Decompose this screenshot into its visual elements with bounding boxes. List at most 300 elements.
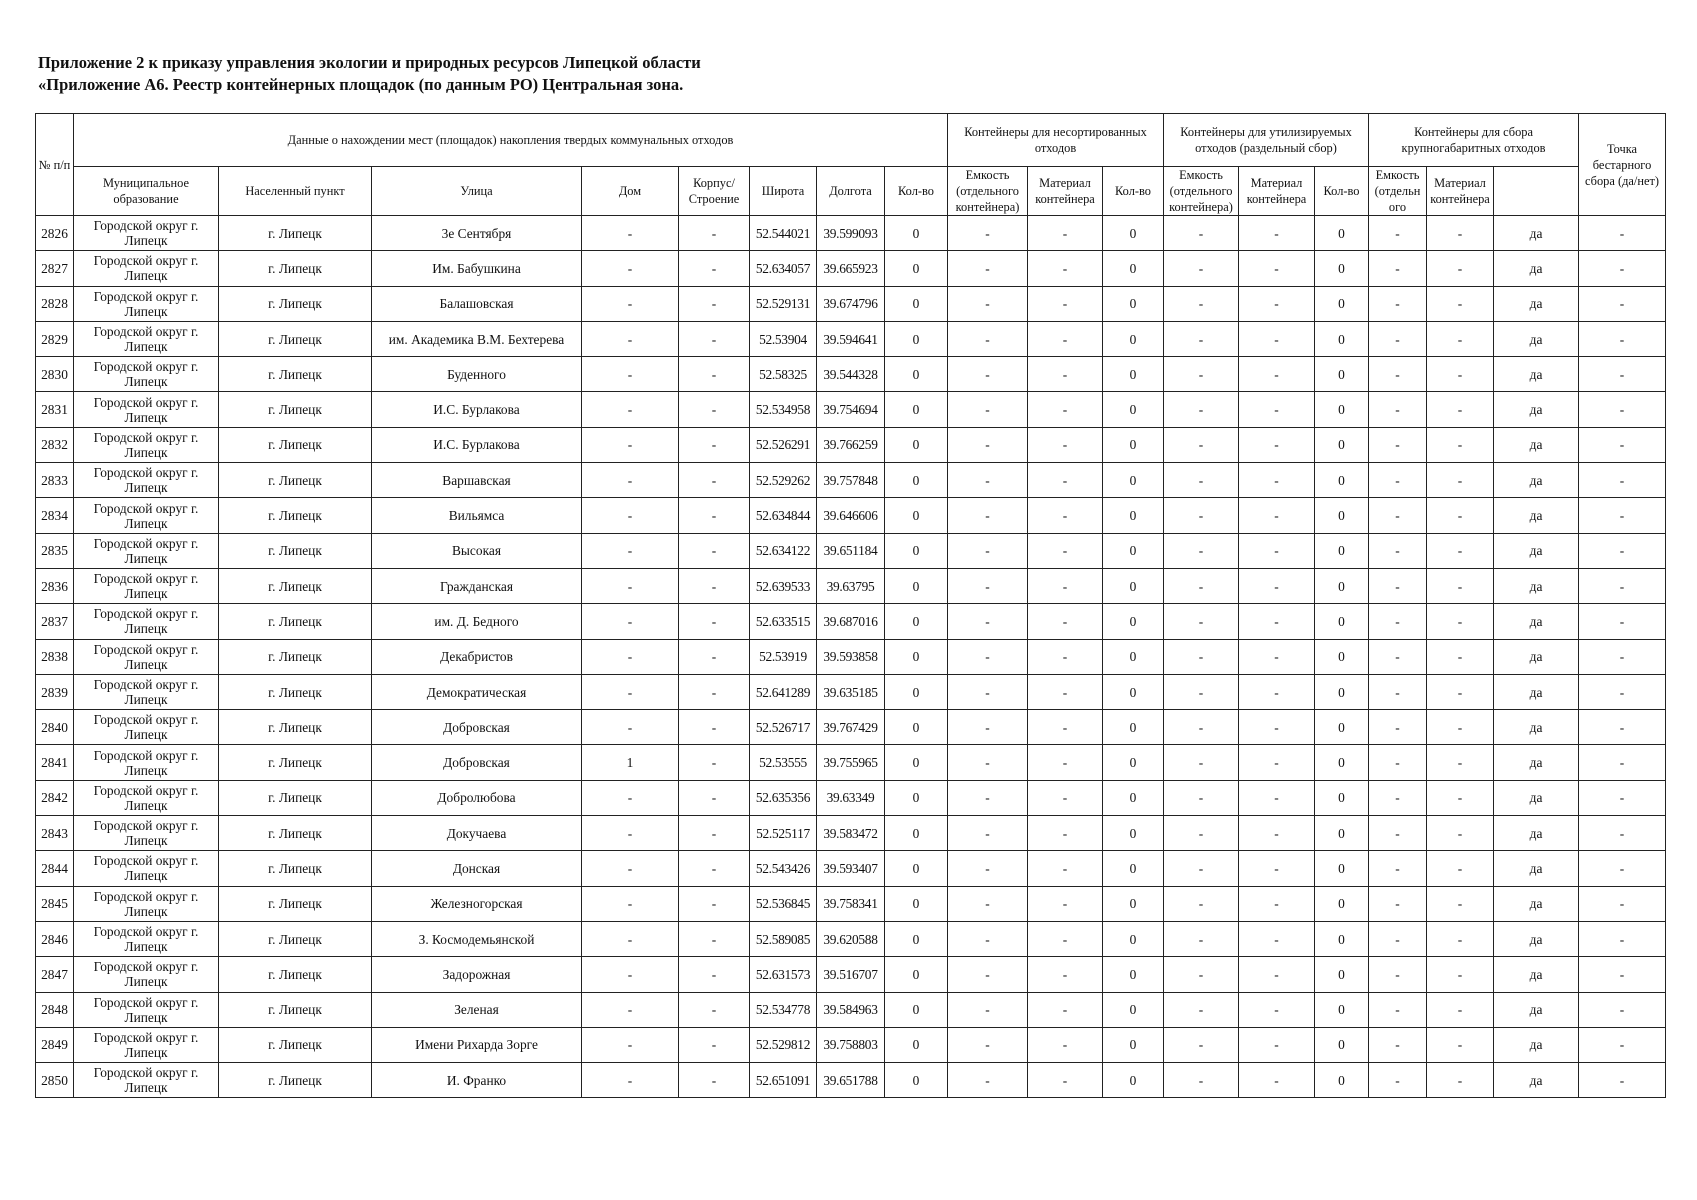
latitude-cell: 52.53904 [750,321,817,356]
table-row [36,710,1666,745]
street-cell: Зеленая [372,992,582,1027]
table-row [36,851,1666,886]
recyclable-material-cell: - [1239,674,1315,709]
bagless-cell: да [1494,745,1579,780]
unsorted-material-cell: - [1028,710,1103,745]
note-cell: - [1579,533,1666,568]
recyclable-count-cell: 0 [1103,251,1164,286]
recyclable-material-cell: - [1239,1063,1315,1098]
note-cell: - [1579,710,1666,745]
street-cell: Задорожная [372,957,582,992]
recyclable-material-cell: - [1239,357,1315,392]
table-row [36,357,1666,392]
unsorted-count-cell: 0 [885,533,948,568]
house-cell: - [582,286,679,321]
title-line-1: Приложение 2 к приказу управления экологии и природных ресурсов Липецкой области [38,53,701,72]
longitude-cell: 39.635185 [817,674,885,709]
bulky-count-cell: 0 [1315,780,1369,815]
municipality-cell: Городской округ г. Липецк [74,604,219,639]
house-cell: - [582,1063,679,1098]
longitude-cell: 39.584963 [817,992,885,1027]
street-cell: Варшавская [372,463,582,498]
unsorted-capacity-cell: - [948,357,1028,392]
table-row [36,498,1666,533]
settlement-cell: г. Липецк [219,674,372,709]
latitude-cell: 52.529812 [750,1027,817,1062]
row-num-cell: 2836 [36,568,74,603]
street-cell: 3е Сентября [372,216,582,251]
longitude-cell: 39.599093 [817,216,885,251]
bagless-cell: да [1494,1027,1579,1062]
street-cell: Высокая [372,533,582,568]
bulky-capacity-cell: - [1369,216,1427,251]
table-row [36,1063,1666,1098]
recyclable-material-cell: - [1239,216,1315,251]
recyclable-capacity-cell: - [1164,392,1239,427]
bulky-material-cell: - [1427,427,1494,462]
row-num-cell: 2826 [36,216,74,251]
row-num-cell: 2828 [36,286,74,321]
bulky-capacity-cell: - [1369,1027,1427,1062]
unsorted-capacity-cell: - [948,957,1028,992]
municipality-cell: Городской округ г. Липецк [74,568,219,603]
unsorted-capacity-cell: - [948,1027,1028,1062]
recyclable-count-cell: 0 [1103,357,1164,392]
note-cell: - [1579,674,1666,709]
unsorted-capacity-cell: - [948,286,1028,321]
header-bulky-group: Контейнеры для сбора крупногабаритных отходов [1369,114,1579,167]
settlement-cell: г. Липецк [219,392,372,427]
bulky-material-cell: - [1427,816,1494,851]
bagless-cell: да [1494,216,1579,251]
recyclable-count-cell: 0 [1103,533,1164,568]
street-cell: И.С. Бурлакова [372,392,582,427]
row-num-cell: 2842 [36,780,74,815]
unsorted-capacity-cell: - [948,639,1028,674]
longitude-cell: 39.651788 [817,1063,885,1098]
unsorted-capacity-cell: - [948,604,1028,639]
longitude-cell: 39.758803 [817,1027,885,1062]
note-cell: - [1579,886,1666,921]
recyclable-material-cell: - [1239,816,1315,851]
row-num-cell: 2844 [36,851,74,886]
recyclable-capacity-cell: - [1164,816,1239,851]
municipality-cell: Городской округ г. Липецк [74,816,219,851]
building-cell: - [679,851,750,886]
bulky-capacity-cell: - [1369,568,1427,603]
longitude-cell: 39.767429 [817,710,885,745]
note-cell: - [1579,604,1666,639]
unsorted-count-cell: 0 [885,710,948,745]
latitude-cell: 52.53555 [750,745,817,780]
bulky-material-cell: - [1427,1063,1494,1098]
bulky-count-cell: 0 [1315,251,1369,286]
header-bulky-count: Кол-во [1315,167,1369,216]
unsorted-material-cell: - [1028,286,1103,321]
longitude-cell: 39.646606 [817,498,885,533]
bagless-cell: да [1494,1063,1579,1098]
unsorted-capacity-cell: - [948,427,1028,462]
bagless-cell: да [1494,392,1579,427]
note-cell: - [1579,816,1666,851]
table-row [36,639,1666,674]
longitude-cell: 39.593407 [817,851,885,886]
bulky-material-cell: - [1427,957,1494,992]
table-row [36,251,1666,286]
header-longitude: Долгота [817,167,885,216]
street-cell: Донская [372,851,582,886]
recyclable-material-cell: - [1239,604,1315,639]
table-row [36,392,1666,427]
row-num-cell: 2834 [36,498,74,533]
unsorted-capacity-cell: - [948,568,1028,603]
unsorted-capacity-cell: - [948,710,1028,745]
bulky-count-cell: 0 [1315,604,1369,639]
latitude-cell: 52.534958 [750,392,817,427]
bulky-count-cell: 0 [1315,710,1369,745]
row-num-cell: 2837 [36,604,74,639]
latitude-cell: 52.634844 [750,498,817,533]
unsorted-count-cell: 0 [885,1027,948,1062]
bagless-cell: да [1494,427,1579,462]
unsorted-count-cell: 0 [885,251,948,286]
house-cell: - [582,886,679,921]
municipality-cell: Городской округ г. Липецк [74,321,219,356]
bulky-material-cell: - [1427,921,1494,956]
bulky-material-cell: - [1427,710,1494,745]
longitude-cell: 39.651184 [817,533,885,568]
building-cell: - [679,886,750,921]
street-cell: Добровская [372,745,582,780]
unsorted-material-cell: - [1028,216,1103,251]
municipality-cell: Городской округ г. Липецк [74,216,219,251]
recyclable-capacity-cell: - [1164,674,1239,709]
municipality-cell: Городской округ г. Липецк [74,710,219,745]
bulky-material-cell: - [1427,392,1494,427]
header-unsorted-capacity: Емкость (отдельного контейнера) [948,167,1028,216]
note-cell: - [1579,568,1666,603]
recyclable-count-cell: 0 [1103,639,1164,674]
recyclable-capacity-cell: - [1164,498,1239,533]
settlement-cell: г. Липецк [219,427,372,462]
row-num-cell: 2845 [36,886,74,921]
bulky-material-cell: - [1427,357,1494,392]
recyclable-capacity-cell: - [1164,251,1239,286]
bagless-cell: да [1494,533,1579,568]
municipality-cell: Городской округ г. Липецк [74,992,219,1027]
bulky-count-cell: 0 [1315,674,1369,709]
municipality-cell: Городской округ г. Липецк [74,1063,219,1098]
bulky-count-cell: 0 [1315,498,1369,533]
house-cell: - [582,392,679,427]
settlement-cell: г. Липецк [219,886,372,921]
unsorted-capacity-cell: - [948,321,1028,356]
building-cell: - [679,921,750,956]
recyclable-capacity-cell: - [1164,568,1239,603]
settlement-cell: г. Липецк [219,1027,372,1062]
row-num-cell: 2850 [36,1063,74,1098]
building-cell: - [679,463,750,498]
latitude-cell: 52.651091 [750,1063,817,1098]
note-cell: - [1579,1027,1666,1062]
settlement-cell: г. Липецк [219,957,372,992]
row-num-cell: 2832 [36,427,74,462]
street-cell: Декабристов [372,639,582,674]
bulky-count-cell: 0 [1315,533,1369,568]
row-num-cell: 2833 [36,463,74,498]
street-cell: Добровская [372,710,582,745]
recyclable-capacity-cell: - [1164,710,1239,745]
municipality-cell: Городской округ г. Липецк [74,533,219,568]
bagless-cell: да [1494,321,1579,356]
note-cell: - [1579,251,1666,286]
bulky-capacity-cell: - [1369,321,1427,356]
settlement-cell: г. Липецк [219,639,372,674]
longitude-cell: 39.687016 [817,604,885,639]
municipality-cell: Городской округ г. Липецк [74,251,219,286]
settlement-cell: г. Липецк [219,357,372,392]
row-num-cell: 2841 [36,745,74,780]
recyclable-material-cell: - [1239,251,1315,286]
note-cell: - [1579,321,1666,356]
unsorted-material-cell: - [1028,745,1103,780]
bulky-capacity-cell: - [1369,992,1427,1027]
settlement-cell: г. Липецк [219,216,372,251]
recyclable-count-cell: 0 [1103,780,1164,815]
house-cell: - [582,463,679,498]
unsorted-count-cell: 0 [885,886,948,921]
bulky-capacity-cell: - [1369,886,1427,921]
recyclable-count-cell: 0 [1103,957,1164,992]
building-cell: - [679,498,750,533]
bulky-capacity-cell: - [1369,251,1427,286]
unsorted-capacity-cell: - [948,674,1028,709]
house-cell: - [582,427,679,462]
house-cell: - [582,921,679,956]
unsorted-material-cell: - [1028,604,1103,639]
house-cell: - [582,957,679,992]
recyclable-capacity-cell: - [1164,851,1239,886]
settlement-cell: г. Липецк [219,568,372,603]
unsorted-material-cell: - [1028,1063,1103,1098]
recyclable-capacity-cell: - [1164,992,1239,1027]
header-building: Корпус/ Строение [679,167,750,216]
settlement-cell: г. Липецк [219,851,372,886]
building-cell: - [679,1063,750,1098]
recyclable-material-cell: - [1239,639,1315,674]
recyclable-count-cell: 0 [1103,216,1164,251]
row-num-cell: 2843 [36,816,74,851]
note-cell: - [1579,992,1666,1027]
recyclable-capacity-cell: - [1164,286,1239,321]
bulky-capacity-cell: - [1369,604,1427,639]
house-cell: - [582,604,679,639]
unsorted-count-cell: 0 [885,1063,948,1098]
house-cell: - [582,251,679,286]
building-cell: - [679,992,750,1027]
house-cell: - [582,851,679,886]
bulky-material-cell: - [1427,1027,1494,1062]
row-num-cell: 2830 [36,357,74,392]
recyclable-count-cell: 0 [1103,286,1164,321]
recyclable-material-cell: - [1239,1027,1315,1062]
recyclable-material-cell: - [1239,392,1315,427]
row-num-cell: 2829 [36,321,74,356]
bulky-capacity-cell: - [1369,1063,1427,1098]
house-cell: - [582,780,679,815]
recyclable-count-cell: 0 [1103,1063,1164,1098]
unsorted-count-cell: 0 [885,816,948,851]
header-recyclable-material: Материал контейнера [1239,167,1315,216]
building-cell: - [679,216,750,251]
recyclable-capacity-cell: - [1164,357,1239,392]
recyclable-count-cell: 0 [1103,498,1164,533]
building-cell: - [679,816,750,851]
house-cell: - [582,216,679,251]
header-recyclable-group: Контейнеры для утилизируемых отходов (раздельный сбор) [1164,114,1369,167]
street-cell: И.С. Бурлакова [372,427,582,462]
bulky-count-cell: 0 [1315,921,1369,956]
note-cell: - [1579,286,1666,321]
bulky-material-cell: - [1427,886,1494,921]
bagless-cell: да [1494,498,1579,533]
building-cell: - [679,321,750,356]
note-cell: - [1579,463,1666,498]
building-cell: - [679,392,750,427]
settlement-cell: г. Липецк [219,992,372,1027]
recyclable-material-cell: - [1239,533,1315,568]
bulky-capacity-cell: - [1369,710,1427,745]
recyclable-capacity-cell: - [1164,1063,1239,1098]
street-cell: Имени Рихарда Зорге [372,1027,582,1062]
building-cell: - [679,251,750,286]
longitude-cell: 39.674796 [817,286,885,321]
unsorted-capacity-cell: - [948,392,1028,427]
table-row [36,886,1666,921]
latitude-cell: 52.534778 [750,992,817,1027]
recyclable-material-cell: - [1239,710,1315,745]
recyclable-count-cell: 0 [1103,674,1164,709]
house-cell: - [582,568,679,603]
table-row [36,1027,1666,1062]
street-cell: Буденного [372,357,582,392]
longitude-cell: 39.593858 [817,639,885,674]
header-bulky-material: Материал контейнера [1427,167,1494,216]
building-cell: - [679,745,750,780]
street-cell: З. Космодемьянской [372,921,582,956]
house-cell: - [582,1027,679,1062]
house-cell: - [582,710,679,745]
bulky-count-cell: 0 [1315,568,1369,603]
row-num-cell: 2840 [36,710,74,745]
longitude-cell: 39.766259 [817,427,885,462]
unsorted-count-cell: 0 [885,321,948,356]
recyclable-capacity-cell: - [1164,321,1239,356]
table-row [36,957,1666,992]
unsorted-count-cell: 0 [885,992,948,1027]
unsorted-material-cell: - [1028,463,1103,498]
street-cell: Балашовская [372,286,582,321]
settlement-cell: г. Липецк [219,321,372,356]
street-cell: И. Франко [372,1063,582,1098]
table-row [36,286,1666,321]
bulky-capacity-cell: - [1369,533,1427,568]
bulky-count-cell: 0 [1315,463,1369,498]
latitude-cell: 52.635356 [750,780,817,815]
bulky-material-cell: - [1427,568,1494,603]
latitude-cell: 52.536845 [750,886,817,921]
note-cell: - [1579,957,1666,992]
bagless-cell: да [1494,251,1579,286]
street-cell: Демократическая [372,674,582,709]
bulky-count-cell: 0 [1315,357,1369,392]
note-cell: - [1579,780,1666,815]
recyclable-capacity-cell: - [1164,957,1239,992]
settlement-cell: г. Липецк [219,498,372,533]
municipality-cell: Городской округ г. Липецк [74,674,219,709]
recyclable-material-cell: - [1239,745,1315,780]
recyclable-material-cell: - [1239,780,1315,815]
bulky-capacity-cell: - [1369,463,1427,498]
settlement-cell: г. Липецк [219,816,372,851]
recyclable-capacity-cell: - [1164,886,1239,921]
recyclable-capacity-cell: - [1164,639,1239,674]
note-cell: - [1579,498,1666,533]
recyclable-material-cell: - [1239,851,1315,886]
header-num: № п/п [36,114,74,216]
longitude-cell: 39.516707 [817,957,885,992]
unsorted-material-cell: - [1028,921,1103,956]
longitude-cell: 39.754694 [817,392,885,427]
bulky-capacity-cell: - [1369,745,1427,780]
table-row [36,780,1666,815]
bulky-count-cell: 0 [1315,321,1369,356]
unsorted-material-cell: - [1028,498,1103,533]
table-row [36,321,1666,356]
unsorted-count-cell: 0 [885,427,948,462]
bulky-material-cell: - [1427,745,1494,780]
bagless-cell: да [1494,921,1579,956]
bagless-cell: да [1494,851,1579,886]
container-sites-registry-table [35,113,1666,1098]
building-cell: - [679,957,750,992]
settlement-cell: г. Липецк [219,1063,372,1098]
bulky-count-cell: 0 [1315,216,1369,251]
house-cell: - [582,533,679,568]
municipality-cell: Городской округ г. Липецк [74,286,219,321]
unsorted-count-cell: 0 [885,780,948,815]
table-row [36,921,1666,956]
unsorted-material-cell: - [1028,427,1103,462]
unsorted-material-cell: - [1028,357,1103,392]
bagless-cell: да [1494,957,1579,992]
bulky-count-cell: 0 [1315,745,1369,780]
unsorted-capacity-cell: - [948,463,1028,498]
bulky-capacity-cell: - [1369,816,1427,851]
house-cell: - [582,357,679,392]
bagless-cell: да [1494,710,1579,745]
unsorted-capacity-cell: - [948,886,1028,921]
street-cell: им. Д. Бедного [372,604,582,639]
unsorted-capacity-cell: - [948,816,1028,851]
recyclable-capacity-cell: - [1164,1027,1239,1062]
bulky-capacity-cell: - [1369,357,1427,392]
table-row [36,674,1666,709]
unsorted-material-cell: - [1028,568,1103,603]
municipality-cell: Городской округ г. Липецк [74,886,219,921]
table-row [36,992,1666,1027]
longitude-cell: 39.665923 [817,251,885,286]
